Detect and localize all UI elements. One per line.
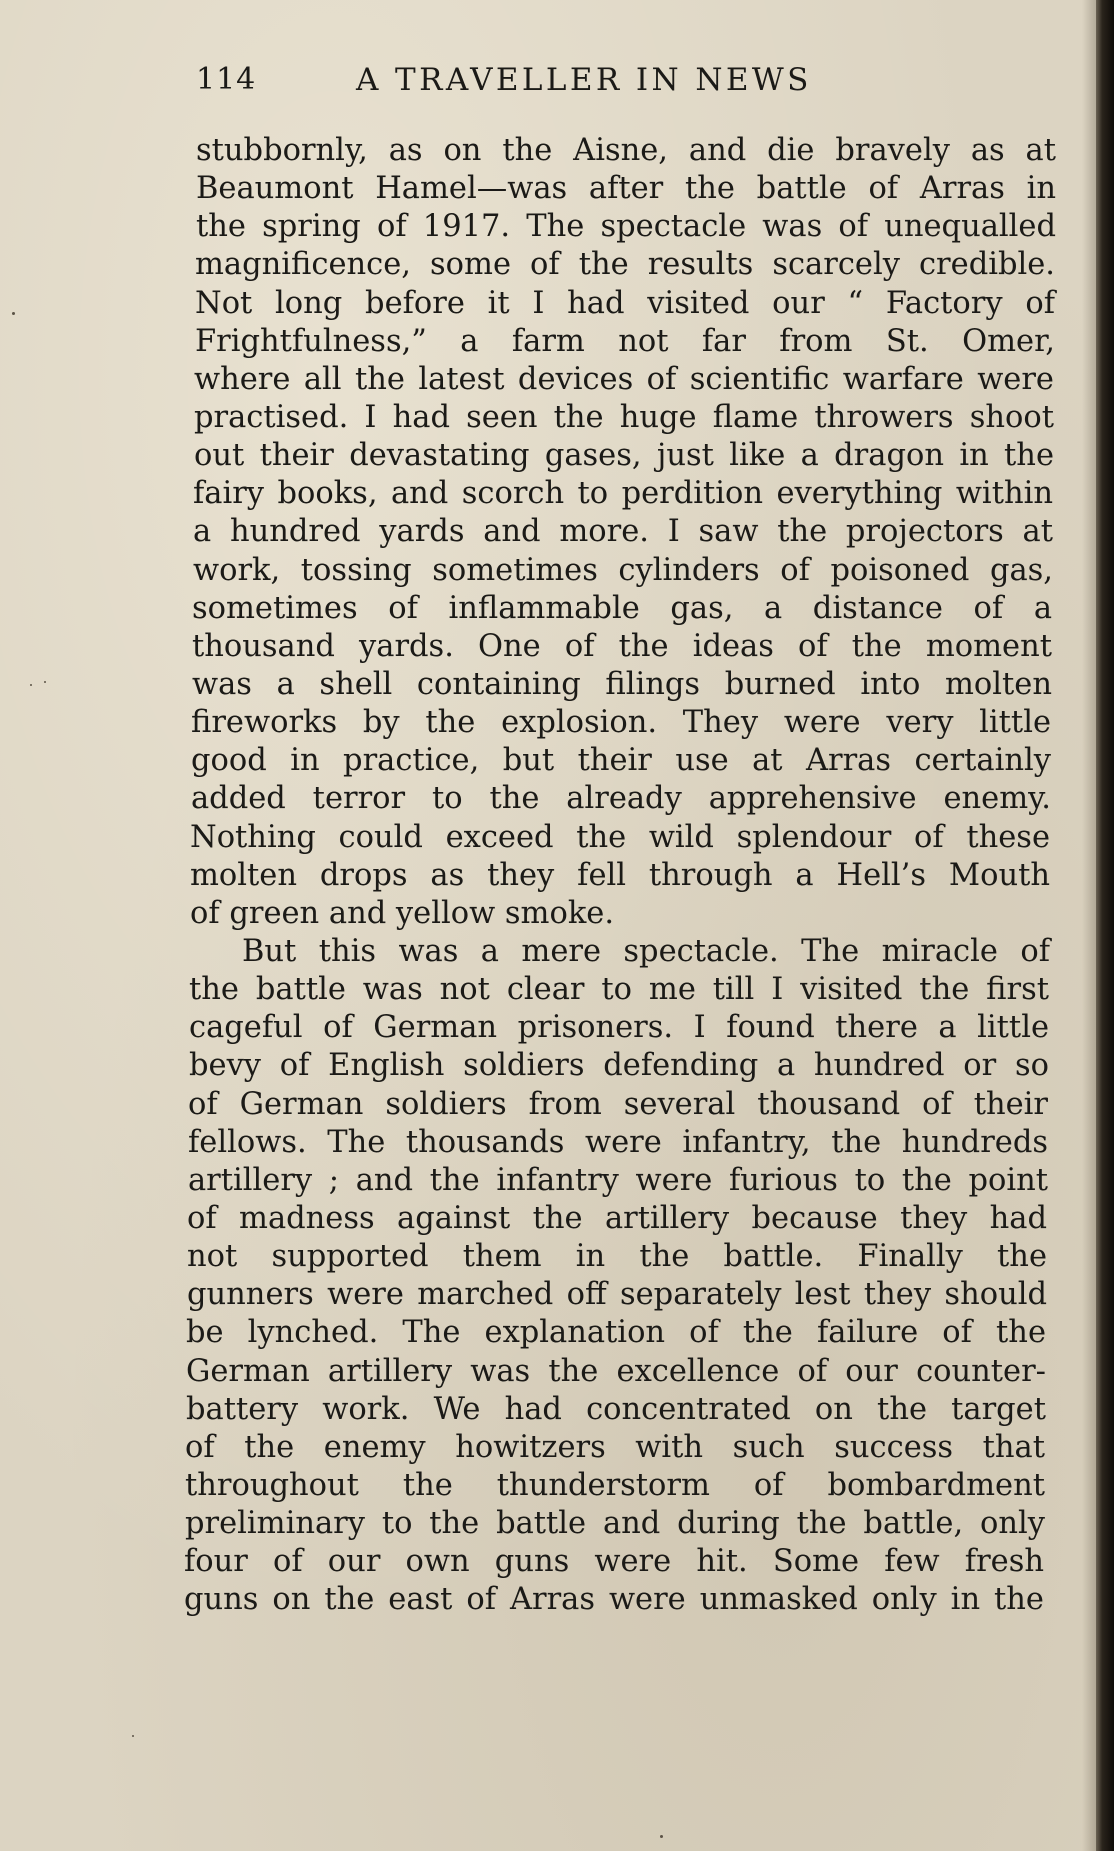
text-line: But this was a mere spectacle. The miracle of: [242, 933, 1050, 969]
text-line: of the enemy howitzers with such success that: [185, 1429, 1045, 1465]
text-line: preliminary to the battle and during the battle, only: [185, 1506, 1045, 1542]
text-line: battery work. We had concentrated on the target: [186, 1391, 1046, 1427]
text-line: of German soldiers from several thousand of their: [188, 1086, 1048, 1122]
text-line: fellows. The thousands were infantry, the hundreds: [188, 1124, 1048, 1160]
text-line: Beaumont Hamel—was after the battle of Arras in: [196, 171, 1056, 207]
text-line: where all the latest devices of scientific warfare were: [194, 361, 1054, 397]
paper-speck: [12, 312, 15, 315]
body-text: [184, 132, 1058, 1619]
page-edge-shadow: [1082, 0, 1096, 1851]
text-line: good in practice, but their use at Arras certainly: [191, 743, 1051, 779]
page-number: 114: [196, 62, 257, 97]
text-line: artillery ; and the infantry were furious to the point: [188, 1162, 1048, 1198]
text-line: four of our own guns were hit. Some few fresh: [184, 1544, 1044, 1580]
text-line: not supported them in the battle. Finally the: [187, 1239, 1047, 1275]
text-line: practised. I had seen the huge flame throwers shoot: [194, 399, 1054, 435]
text-line: fireworks by the explosion. They were very little: [191, 705, 1051, 741]
book-page-edge: [1096, 0, 1114, 1851]
paper-speck: [660, 1835, 663, 1838]
text-line: work, tossing sometimes cylinders of poisoned gas,: [193, 552, 1053, 588]
running-title: A TRAVELLER IN NEWS: [356, 62, 812, 98]
text-line: be lynched. The explanation of the failure of the: [186, 1315, 1046, 1351]
text-line: Not long before it I had visited our “ Factory of: [195, 285, 1055, 321]
text-line: fairy books, and scorch to perdition everything within: [193, 476, 1053, 512]
text-line: bevy of English soldiers defending a hundred or so: [189, 1048, 1049, 1084]
text-line: a hundred yards and more. I saw the projectors at: [193, 514, 1053, 550]
paper-speck: [30, 684, 32, 686]
text-line: the spring of 1917. The spectacle was of unequalled: [196, 209, 1056, 245]
text-line: out their devastating gases, just like a dragon in the: [194, 438, 1054, 474]
text-line: Frightfulness,” a farm not far from St. Omer,: [195, 323, 1055, 359]
running-header: [196, 62, 912, 106]
paper-speck: [44, 681, 46, 683]
text-line: added terror to the already apprehensive enemy.: [191, 781, 1051, 817]
text-line: thousand yards. One of the ideas of the moment: [192, 628, 1052, 664]
text-line: cageful of German prisoners. I found there a little: [189, 1010, 1049, 1046]
text-line: stubbornly, as on the Aisne, and die bravely as at: [196, 133, 1056, 168]
text-line: molten drops as they fell through a Hell’s Mouth: [190, 857, 1050, 893]
text-line: was a shell containing filings burned into molten: [192, 666, 1052, 702]
text-line: of green and yellow smoke.: [190, 895, 615, 931]
text-line: the battle was not clear to me till I visited the first: [189, 972, 1049, 1008]
text-line: of madness against the artillery because they had: [187, 1200, 1047, 1236]
text-line: German artillery was the excellence of our counter-: [186, 1353, 1046, 1389]
text-line: Nothing could exceed the wild splendour of these: [190, 819, 1050, 855]
text-line: gunners were marched off separately lest they should: [187, 1277, 1047, 1313]
text-line: guns on the east of Arras were unmasked only in the: [184, 1582, 1044, 1618]
text-line: throughout the thunderstorm of bombardment: [185, 1467, 1045, 1503]
text-line: magnificence, some of the results scarcely credible.: [195, 247, 1055, 283]
text-line: sometimes of inflammable gas, a distance of a: [192, 590, 1052, 626]
paper-speck: [132, 1735, 134, 1737]
